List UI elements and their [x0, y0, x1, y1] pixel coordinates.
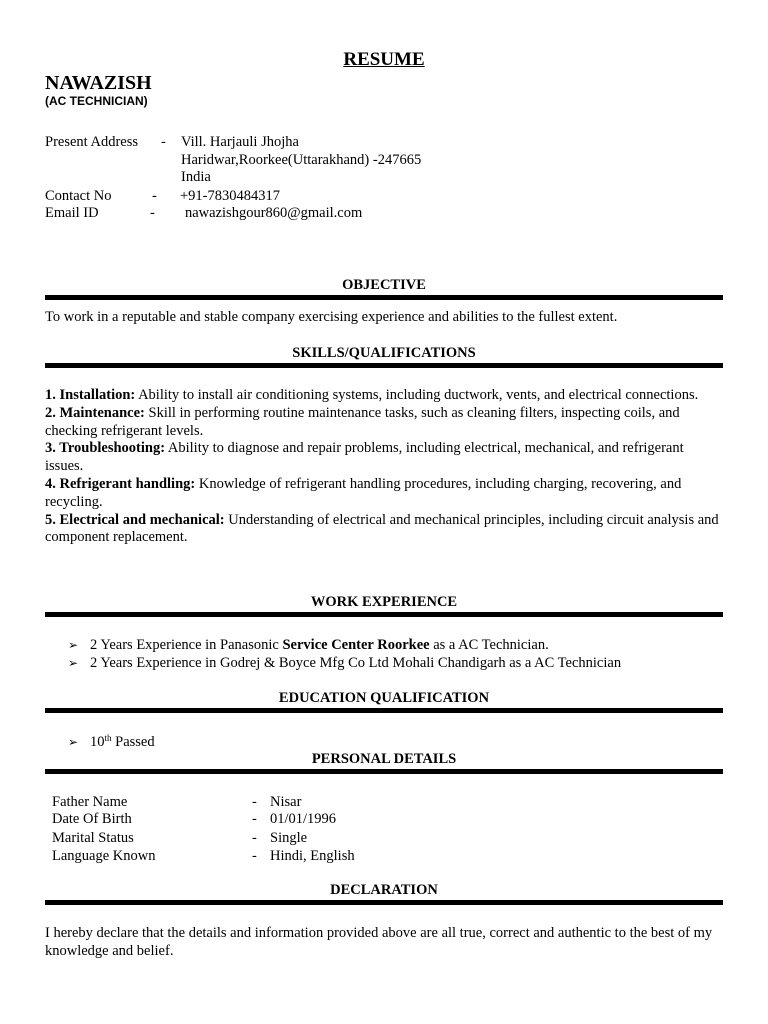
skill-description: Knowledge of refrigerant handling procedures, including charging, recovering, and recycling. [45, 475, 682, 510]
resume-title: RESUME [343, 49, 425, 70]
work-item-text: 2 Years Experience in Panasonic [90, 637, 283, 653]
skill-item [45, 405, 723, 441]
skill-label: 5. Electrical and mechanical: [45, 511, 225, 528]
contact-separator: - [152, 188, 157, 204]
skill-item [45, 387, 723, 405]
work-item [90, 636, 549, 654]
address-line-1: Vill. Harjauli Jhojha [181, 134, 299, 150]
skill-item [45, 512, 723, 548]
contact-number: +91-7830484317 [180, 188, 281, 204]
skill-description: Ability to install air conditioning systems, including ductwork, vents, and electrical connections. [135, 387, 699, 403]
arrowhead-bullet-icon: ➢ [68, 735, 79, 749]
work-item-text: as a AC Technician. [429, 637, 549, 653]
skills-list [45, 387, 723, 547]
work-heading: WORK EXPERIENCE [310, 594, 458, 610]
address-line-2: Haridwar,Roorkee(Uttarakhand) -247665 [181, 152, 422, 168]
personal-value: Nisar [270, 794, 302, 810]
section-rule [45, 900, 723, 905]
section-rule [45, 769, 723, 774]
section-rule [45, 363, 723, 368]
objective-heading: OBJECTIVE [342, 277, 426, 293]
personal-heading: PERSONAL DETAILS [311, 751, 457, 767]
personal-value: 01/01/1996 [270, 811, 337, 827]
skill-label: 4. Refrigerant handling: [45, 475, 196, 492]
address-label: Present Address [45, 134, 139, 150]
skill-label: 1. Installation: [45, 387, 136, 403]
section-rule [45, 295, 723, 300]
work-item-employer: Service Center Roorkee [282, 637, 430, 653]
address-line-3: India [181, 169, 211, 185]
address-separator: - [161, 134, 166, 150]
email-separator: - [150, 205, 155, 221]
personal-separator: - [252, 830, 257, 846]
education-number: 10 [90, 734, 105, 750]
personal-label: Language Known [52, 848, 156, 864]
skill-description: Skill in performing routine maintenance tasks, such as cleaning filters, inspecting coils, and checking refrigerant levels. [45, 404, 680, 439]
arrowhead-bullet-icon: ➢ [68, 638, 79, 652]
skills-heading: SKILLS/QUALIFICATIONS [292, 345, 476, 361]
candidate-name: NAWAZISH [45, 72, 152, 94]
objective-text: To work in a reputable and stable company exercising experience and abilities to the fullest extent. [45, 309, 618, 325]
work-item: 2 Years Experience in Godrej & Boyce Mfg Co Ltd Mohali Chandigarh as a AC Technician [90, 655, 622, 671]
personal-separator: - [252, 794, 257, 810]
skill-label: 2. Maintenance: [45, 404, 145, 421]
personal-label: Marital Status [52, 830, 134, 846]
contact-label: Contact No [45, 188, 112, 204]
declaration-text: I hereby declare that the details and information provided above are all true, correct and authentic to the best of my knowledge and belief. [45, 925, 713, 959]
personal-label: Father Name [52, 794, 128, 810]
personal-value: Single [270, 830, 308, 846]
skill-item [45, 476, 723, 512]
education-heading: EDUCATION QUALIFICATION [278, 690, 490, 706]
section-rule [45, 612, 723, 617]
skill-label: 3. Troubleshooting: [45, 440, 166, 457]
arrowhead-bullet-icon: ➢ [68, 656, 79, 670]
personal-value: Hindi, English [270, 848, 355, 864]
candidate-role: (AC TECHNICIAN) [45, 94, 148, 108]
declaration-heading: DECLARATION [330, 882, 438, 898]
skill-description: Understanding of electrical and mechanical principles, including circuit analysis and component replacement. [45, 511, 719, 546]
personal-separator: - [252, 848, 257, 864]
education-ordinal: th [104, 733, 112, 743]
skill-description: Ability to diagnose and repair problems, including electrical, mechanical, and refrigerant issues. [45, 440, 684, 475]
section-rule [45, 708, 723, 713]
email-address[interactable]: nawazishgour860@gmail.com [185, 205, 363, 221]
personal-separator: - [252, 811, 257, 827]
education-text: Passed [111, 734, 155, 750]
personal-label: Date Of Birth [52, 811, 132, 827]
email-label: Email ID [45, 205, 99, 221]
skill-item [45, 440, 723, 476]
education-item [90, 733, 155, 751]
